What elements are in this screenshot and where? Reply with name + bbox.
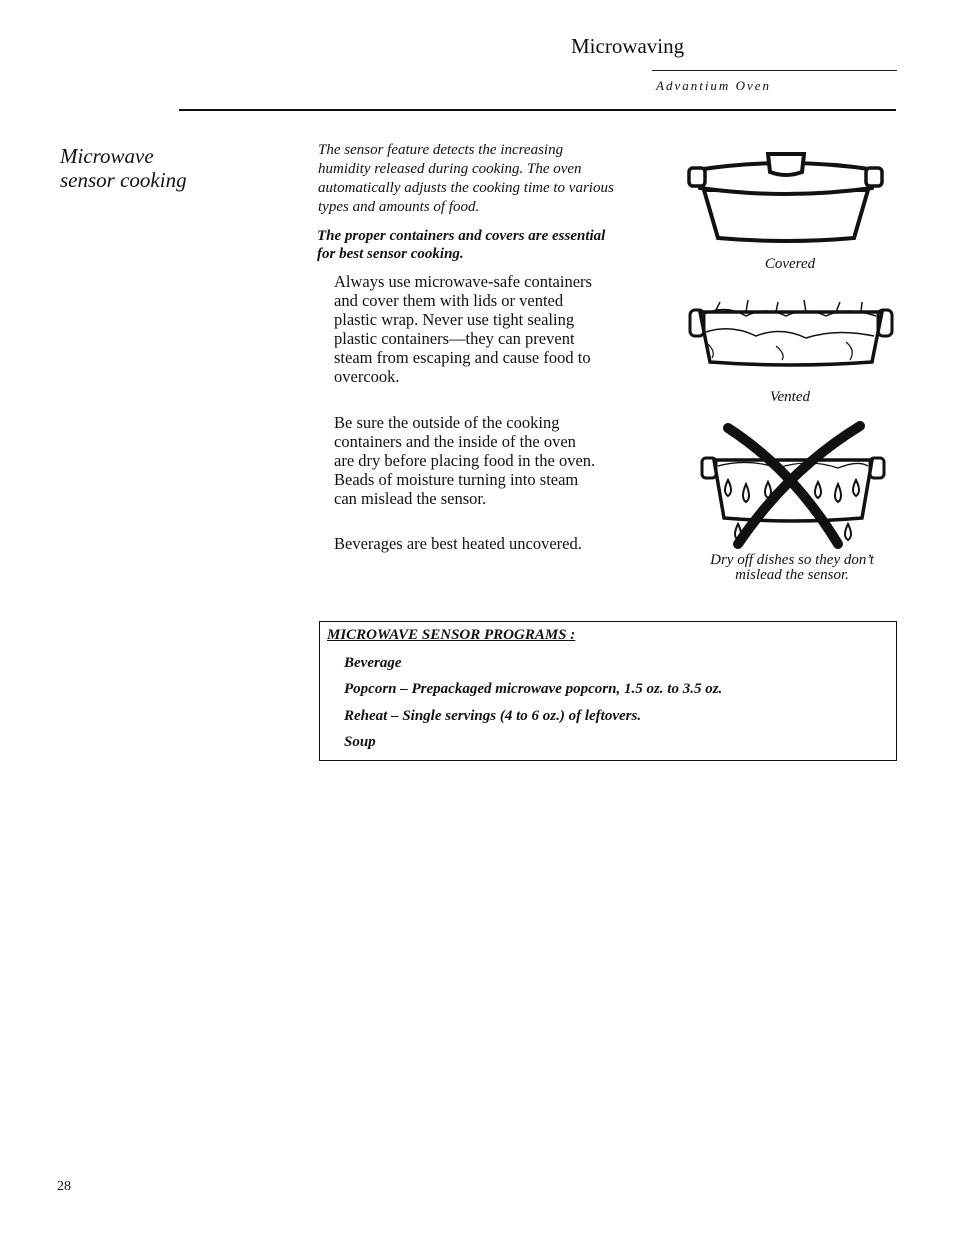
program-item: Popcorn – Prepackaged microwave popcorn, 1.5 oz. to 3.5 oz.	[344, 681, 723, 697]
section-subtitle: Advantium Oven	[656, 78, 772, 93]
header-rule	[179, 109, 896, 111]
vented-dish-illustration	[686, 294, 896, 374]
caption-dry-dishes: Dry off dishes so they don’t mislead the sensor.	[710, 552, 874, 583]
page-number: 28	[57, 1179, 71, 1194]
program-item: Beverage	[344, 655, 402, 671]
program-item: Soup	[344, 734, 376, 750]
section-title: Microwaving	[571, 34, 685, 58]
caption-covered: Covered	[764, 256, 816, 272]
side-heading: Microwave sensor cooking	[60, 144, 187, 192]
bullet-paragraph: Be sure the outside of the cooking containers and the inside of the oven are dry before placing food in the oven. Beads of moisture turning into steam can mislead the sensor.	[334, 413, 596, 508]
programs-heading: MICROWAVE SENSOR PROGRAMS :	[327, 627, 576, 643]
program-item: Reheat – Single servings (4 to 6 oz.) of leftovers.	[344, 708, 642, 724]
bold-note: The proper containers and covers are essential for best sensor cooking.	[317, 228, 606, 262]
caption-vented: Vented	[770, 389, 810, 405]
wet-dish-crossed-illustration	[698, 420, 888, 550]
intro-paragraph: The sensor feature detects the increasing humidity released during cooking. The oven automatically adjusts the cooking time to various types and amounts of food.	[318, 142, 614, 215]
bullet-paragraph: Always use microwave-safe containers and cover them with lids or vented plastic wrap. Never use tight sealing plastic containers—they can prevent steam from escaping and cause food to overcook.	[334, 272, 592, 386]
title-rule	[652, 70, 897, 71]
bullet-paragraph: Beverages are best heated uncovered.	[334, 534, 582, 553]
covered-dish-illustration	[686, 148, 886, 248]
sensor-programs-box	[319, 621, 897, 761]
